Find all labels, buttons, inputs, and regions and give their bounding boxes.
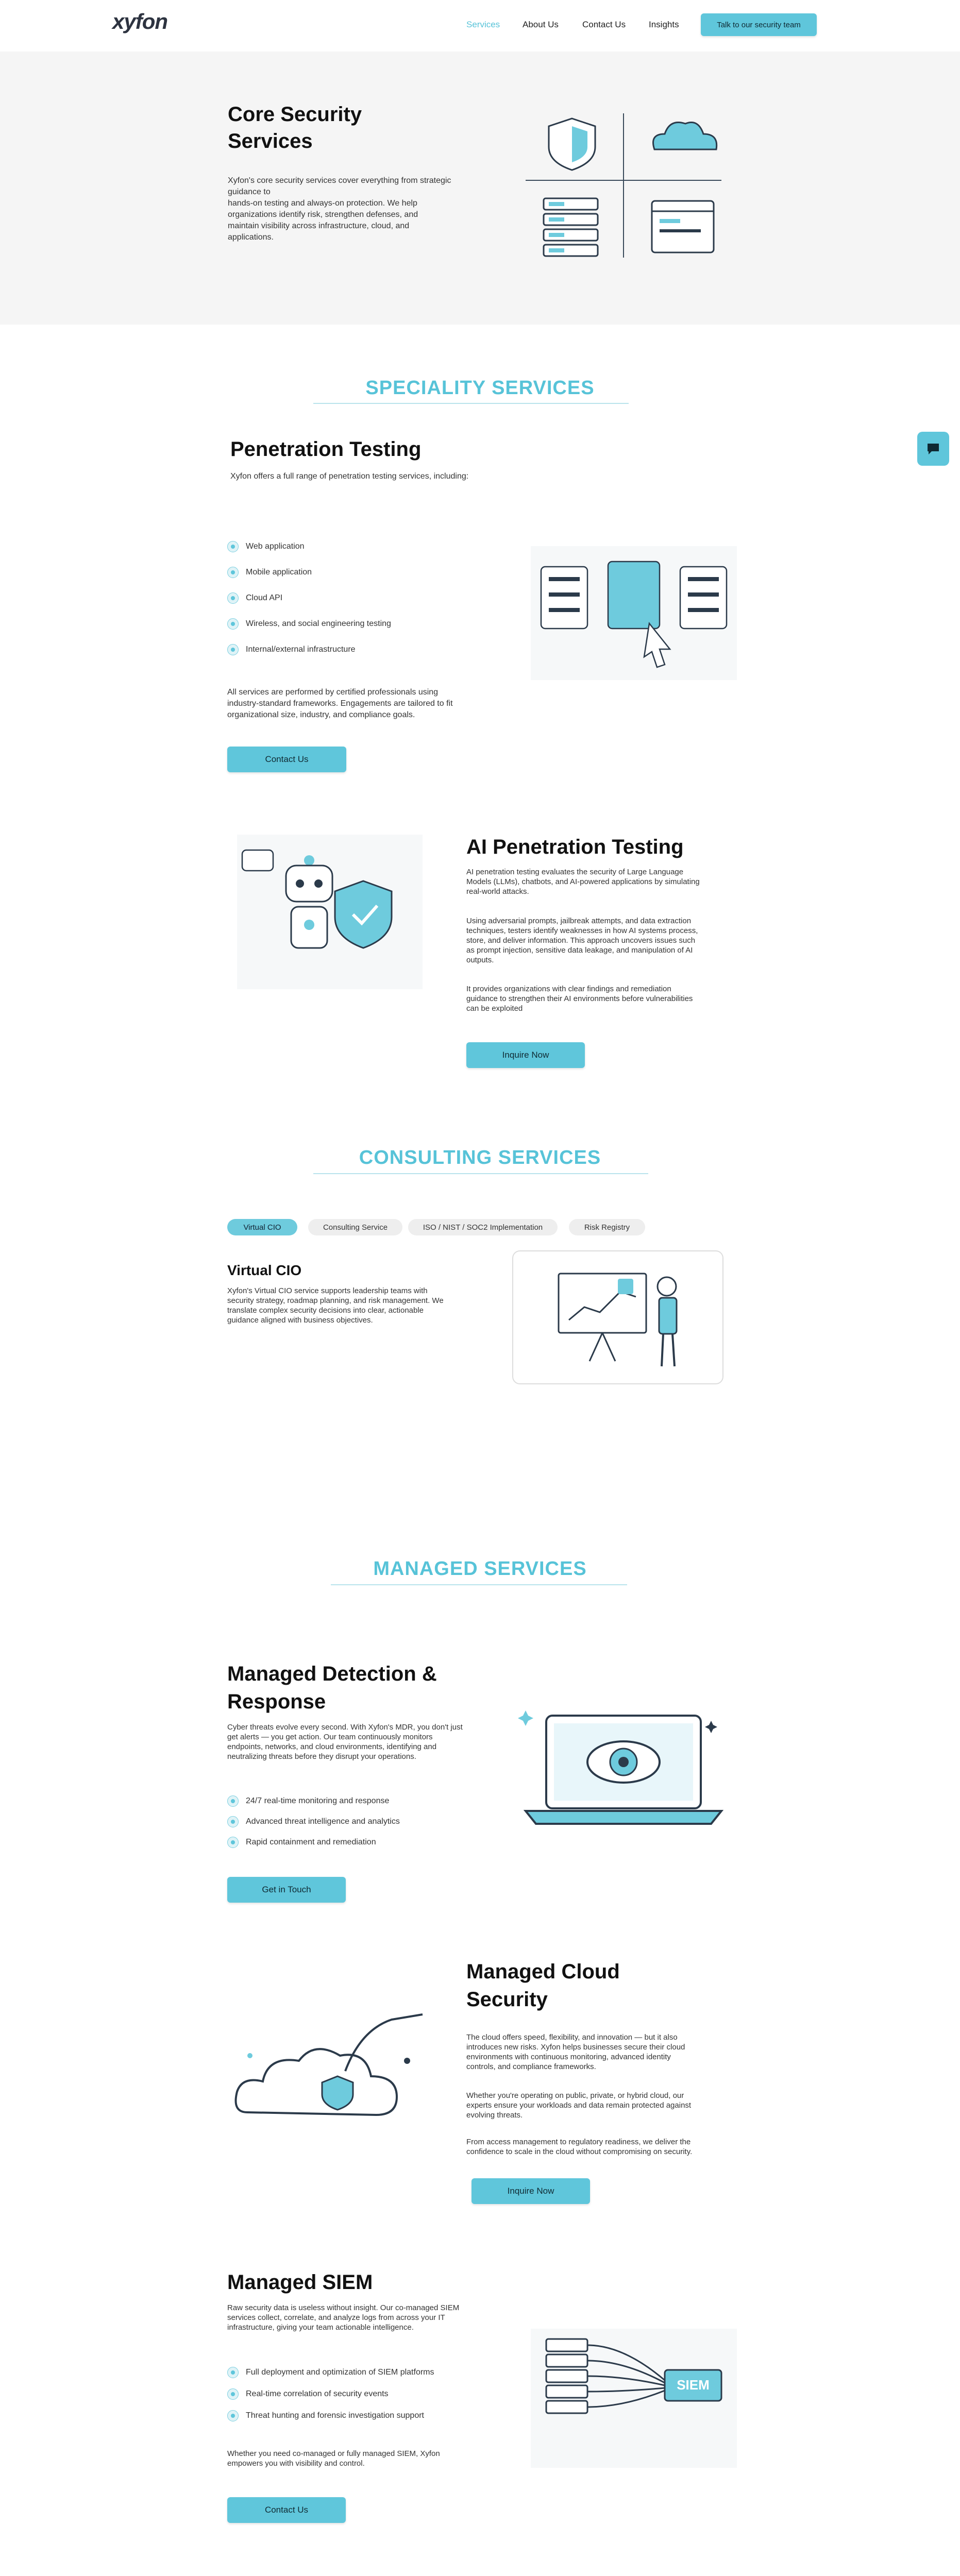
ai-robot-illustration — [237, 835, 423, 989]
nav-insights[interactable]: Insights — [649, 20, 679, 29]
pentest-illustration — [531, 546, 737, 680]
mdr-item: Rapid containment and remediation — [227, 1837, 376, 1848]
hero-description: Xyfon's core security services cover everything from strategic guidance to hands-on testing and always-on protection. We help organizations identify risk, strengthen defenses, and maintain visibility across infrastructure, cloud, and applications. — [228, 176, 451, 242]
nav-cta-button[interactable]: Talk to our security team — [701, 13, 817, 36]
pentest-item: Cloud API — [227, 592, 282, 604]
tab-virtual-cio[interactable]: Virtual CIO — [227, 1219, 297, 1235]
pentest-item: Wireless, and social engineering testing — [227, 618, 391, 630]
nav-contact[interactable]: Contact Us — [582, 20, 626, 29]
siem-illustration — [531, 2329, 737, 2468]
siem-description: Raw security data is useless without insight. Our co-managed SIEM services collect, correlate, and analyze logs from across your IT infrastructure, giving your team actionable intelligence. — [227, 2303, 460, 2332]
top-navbar — [0, 0, 960, 52]
speciality-divider — [313, 403, 629, 404]
ai-pentest-p2: Using adversarial prompts, jailbreak attempts, and data extraction techniques, testers identify weaknesses in how AI systems process, store, and deliver information. This approach uncovers issues such as prompt injection, sensitive data leakage, and manipulation of AI outputs. — [466, 917, 698, 964]
consulting-illustration — [512, 1250, 723, 1384]
pentest-item: Internal/external infrastructure — [227, 644, 356, 655]
pentest-intro: Xyfon offers a full range of penetration testing services, including: — [230, 472, 469, 481]
ai-pentest-p3: It provides organizations with clear findings and remediation guidance to strengthen their AI environments before vulnerabilities can be exploited — [466, 985, 693, 1013]
hero-illustration — [515, 103, 732, 263]
pentest-note: All services are performed by certified professionals using industry-standard frameworks. Engagements are tailored to fit organizational size, industry, and compliance goals. — [227, 688, 453, 719]
pentest-item: Web application — [227, 541, 305, 552]
consulting-title: CONSULTING SERVICES — [359, 1147, 601, 1168]
mdr-title: Managed Detection & Response — [227, 1663, 437, 1713]
siem-title: Managed SIEM — [227, 2271, 373, 2294]
siem-note: Whether you need co-managed or fully managed SIEM, Xyfon empowers you with visibility and control. — [227, 2449, 440, 2468]
mdr-item: 24/7 real-time monitoring and response — [227, 1795, 389, 1807]
siem-item: Threat hunting and forensic investigation support — [227, 2410, 424, 2421]
cloud-inquire-button[interactable]: Inquire Now — [471, 2178, 590, 2204]
siem-item: Full deployment and optimization of SIEM platforms — [227, 2367, 434, 2378]
chat-widget-button[interactable] — [917, 432, 949, 466]
nav-about[interactable]: About Us — [523, 20, 559, 29]
ai-pentest-title: AI Penetration Testing — [466, 836, 684, 858]
cloud-p1: The cloud offers speed, flexibility, and innovation — but it also introduces new risks. Xyfon helps businesses secure their cloud environments with continuous monitoring, advanced identity controls, and compliance frameworks. — [466, 2033, 685, 2071]
siem-contact-button[interactable]: Contact Us — [227, 2497, 346, 2523]
cloud-p3: From access management to regulatory readiness, we deliver the confidence to scale in the cloud without compromising on security. — [466, 2138, 693, 2156]
mdr-laptop-illustration — [515, 1700, 732, 1839]
pentest-contact-button[interactable]: Contact Us — [227, 747, 346, 772]
hero-title: Core Security Services — [228, 103, 362, 152]
mdr-item: Advanced threat intelligence and analytics — [227, 1816, 400, 1827]
hero-section — [0, 52, 960, 325]
mdr-description: Cyber threats evolve every second. With Xyfon's MDR, you don't just get alerts — you get action. Our team continuously monitors endpoints, networks, and cloud environments, identifying and neutralizing threats before they disrupt your operations. — [227, 1723, 463, 1761]
cloud-title: Managed Cloud Security — [466, 1960, 620, 2011]
managed-divider — [331, 1584, 627, 1585]
tab-consulting-service[interactable]: Consulting Service — [308, 1219, 402, 1235]
cloud-hand-illustration — [227, 1999, 433, 2143]
ai-inquire-button[interactable]: Inquire Now — [466, 1042, 585, 1068]
pentest-item: Mobile application — [227, 567, 312, 578]
speciality-title: SPECIALITY SERVICES — [365, 377, 595, 399]
consulting-panel-text: Xyfon's Virtual CIO service supports leadership teams with security strategy, roadmap planning, and risk management. We translate complex security decisions into clear, actionable guidance aligned with business objectives. — [227, 1286, 444, 1325]
logo[interactable]: xyfon — [112, 9, 168, 33]
tab-iso-nist-soc2[interactable]: ISO / NIST / SOC2 Implementation — [408, 1219, 558, 1235]
siem-item: Real-time correlation of security events — [227, 2388, 389, 2400]
consulting-panel-title: Virtual CIO — [227, 1262, 302, 1278]
tab-risk-registry[interactable]: Risk Registry — [569, 1219, 645, 1235]
chat-icon — [925, 442, 941, 456]
nav-services[interactable]: Services — [466, 20, 500, 29]
ai-pentest-p1: AI penetration testing evaluates the security of Large Language Models (LLMs), chatbots, and AI-powered applications by simulating real-world attacks. — [466, 868, 700, 896]
pentest-title: Penetration Testing — [230, 438, 422, 461]
mdr-get-in-touch-button[interactable]: Get in Touch — [227, 1877, 346, 1903]
managed-title: MANAGED SERVICES — [373, 1558, 587, 1580]
cloud-p2: Whether you're operating on public, private, or hybrid cloud, our experts ensure your workloads and data remain protected against evolving threats. — [466, 2091, 692, 2120]
consulting-divider — [313, 1173, 648, 1174]
siem-badge: SIEM — [677, 2377, 710, 2393]
